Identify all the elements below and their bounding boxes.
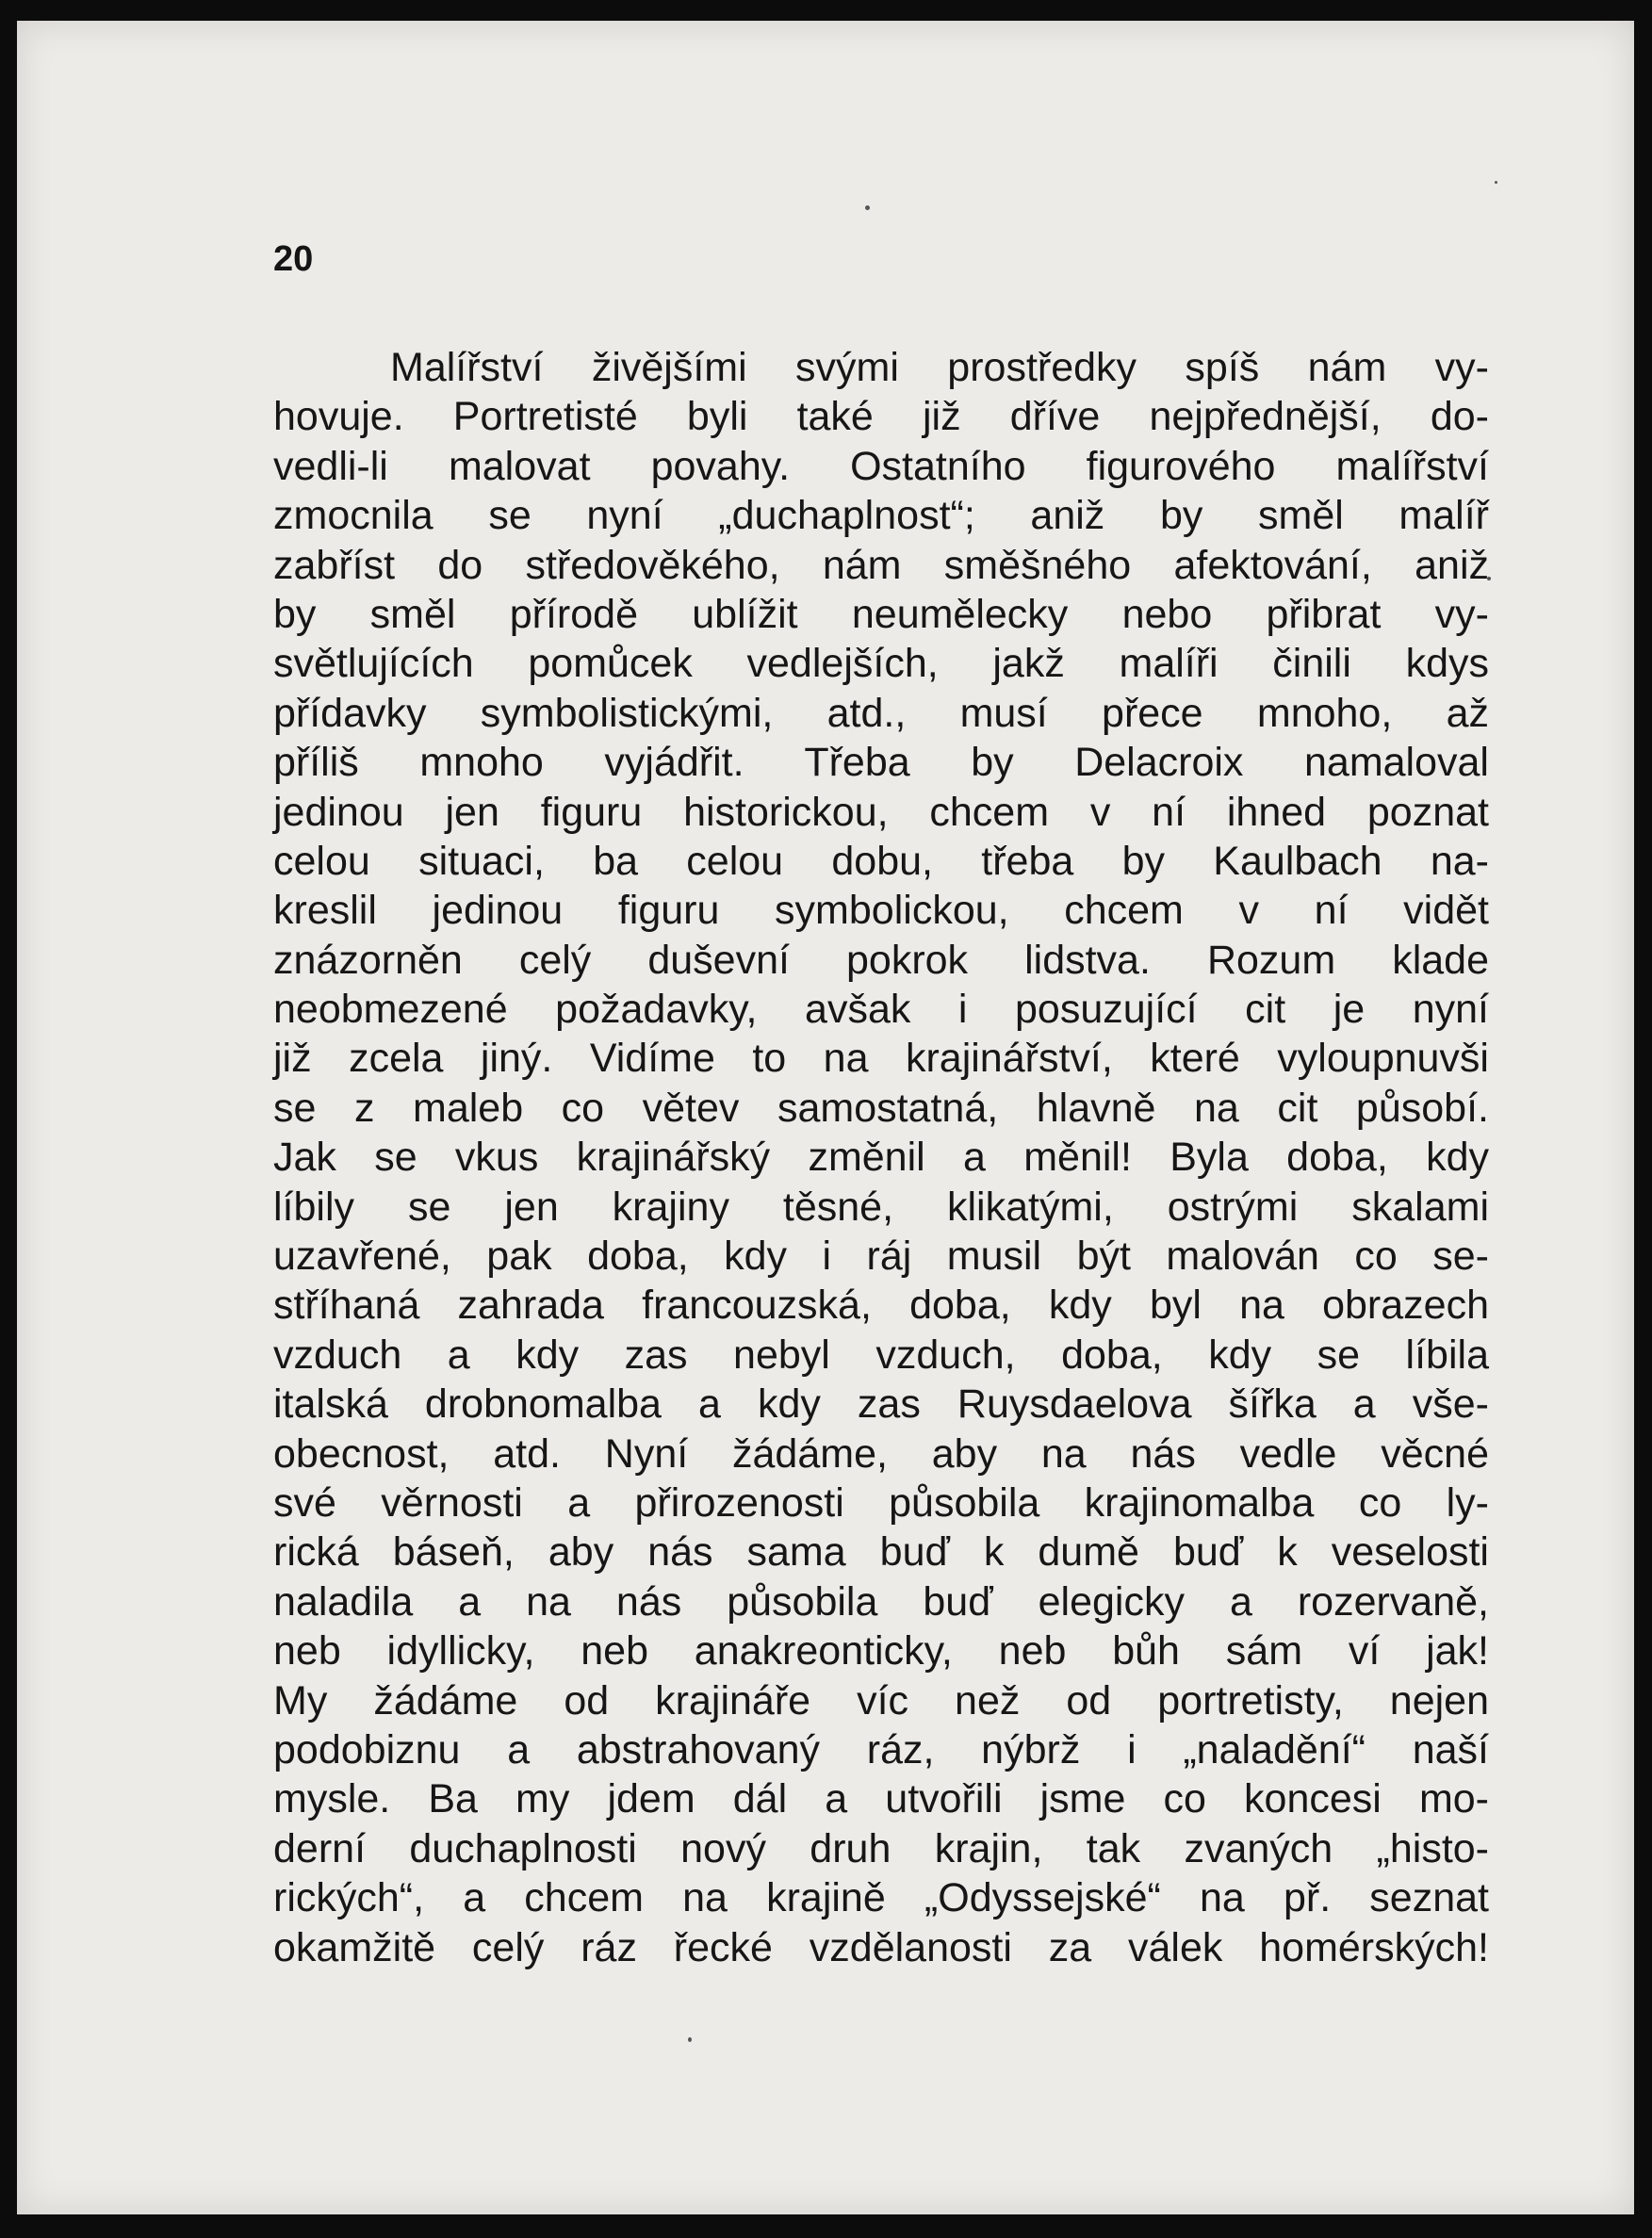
book-page	[17, 21, 1634, 2214]
dust-speck	[865, 205, 870, 210]
text-line: líbily se jen krajiny těsné, klikatými, ostrými skalami	[273, 1184, 1489, 1230]
text-line: se z maleb co větev samostatná, hlavně na cit působí.	[273, 1085, 1489, 1131]
text-line: zmocnila se nyní „duchaplnost“; aniž by směl malíř	[273, 493, 1489, 539]
text-line: vedli-li malovat povahy. Ostatního figurového malířství	[273, 443, 1489, 489]
body-text	[273, 343, 1489, 1972]
text-line: kreslil jedinou figuru symbolickou, chcem v ní vidět	[273, 888, 1489, 934]
text-line: jedinou jen figuru historickou, chcem v ní ihned poznat	[273, 789, 1489, 835]
page-number: 20	[273, 239, 314, 279]
text-line: neobmezené požadavky, avšak i posuzující cit je nyní	[273, 987, 1489, 1033]
text-line: obecnost, atd. Nyní žádáme, aby na nás vedle věcné	[273, 1430, 1489, 1477]
text-line: znázorněn celý duševní pokrok lidstva. Rozum klade	[273, 937, 1489, 983]
text-line: stříhaná zahrada francouzská, doba, kdy byl na obrazech	[273, 1282, 1489, 1329]
text-line: derní duchaplnosti nový druh krajin, tak zvaných „histo-	[273, 1825, 1489, 1871]
text-line: My žádáme od krajináře víc než od portretisty, nejen	[273, 1677, 1489, 1723]
text-line: zabříst do středověkého, nám směšného afektování, aniž	[273, 542, 1489, 588]
text-line: světlujících pomůcek vedlejších, jakž malíři činili kdys	[273, 641, 1489, 687]
text-line: rická báseň, aby nás sama buď k dumě buď k veselosti	[273, 1529, 1489, 1576]
text-line: vzduch a kdy zas nebyl vzduch, doba, kdy se líbila	[273, 1331, 1489, 1378]
text-line: přídavky symbolistickými, atd., musí přece mnoho, až	[273, 690, 1489, 736]
text-line: neb idyllicky, neb anakreonticky, neb bůh sám ví jak!	[273, 1628, 1489, 1674]
text-line: hovuje. Portretisté byli také již dříve nejpřednější, do-	[273, 394, 1489, 440]
dust-speck	[688, 2037, 692, 2042]
text-line: okamžitě celý ráz řecké vzdělanosti za válek homérských!	[273, 1924, 1489, 1970]
text-line: mysle. Ba my jdem dál a utvořili jsme co koncesi mo-	[273, 1776, 1489, 1822]
text-line: své věrnosti a přirozenosti působila krajinomalba co ly-	[273, 1479, 1489, 1526]
text-line: uzavřené, pak doba, kdy i ráj musil být malován co se-	[273, 1233, 1489, 1280]
text-line: podobiznu a abstrahovaný ráz, nýbrž i „naladění“ naší	[273, 1726, 1489, 1772]
dust-speck	[1495, 181, 1497, 184]
text-line: již zcela jiný. Vidíme to na krajinářství, které vyloupnuvši	[273, 1036, 1489, 1082]
text-line: Jak se vkus krajinářský změnil a měnil! Byla doba, kdy	[273, 1135, 1489, 1181]
text-line: naladila a na nás působila buď elegicky a rozervaně,	[273, 1578, 1489, 1625]
text-line: italská drobnomalba a kdy zas Ruysdaelova šířka a vše-	[273, 1381, 1489, 1428]
text-line: rických“, a chcem na krajině „Odyssejské“ na př. seznat	[273, 1875, 1489, 1921]
text-line: celou situaci, ba celou dobu, třeba by Kaulbach na-	[273, 838, 1489, 884]
text-line: by směl přírodě ublížit neumělecky nebo přibrat vy-	[273, 591, 1489, 637]
text-line: Malířství živějšími svými prostředky spíš nám vy-	[390, 345, 1489, 390]
text-line: příliš mnoho vyjádřit. Třeba by Delacroix namaloval	[273, 740, 1489, 786]
